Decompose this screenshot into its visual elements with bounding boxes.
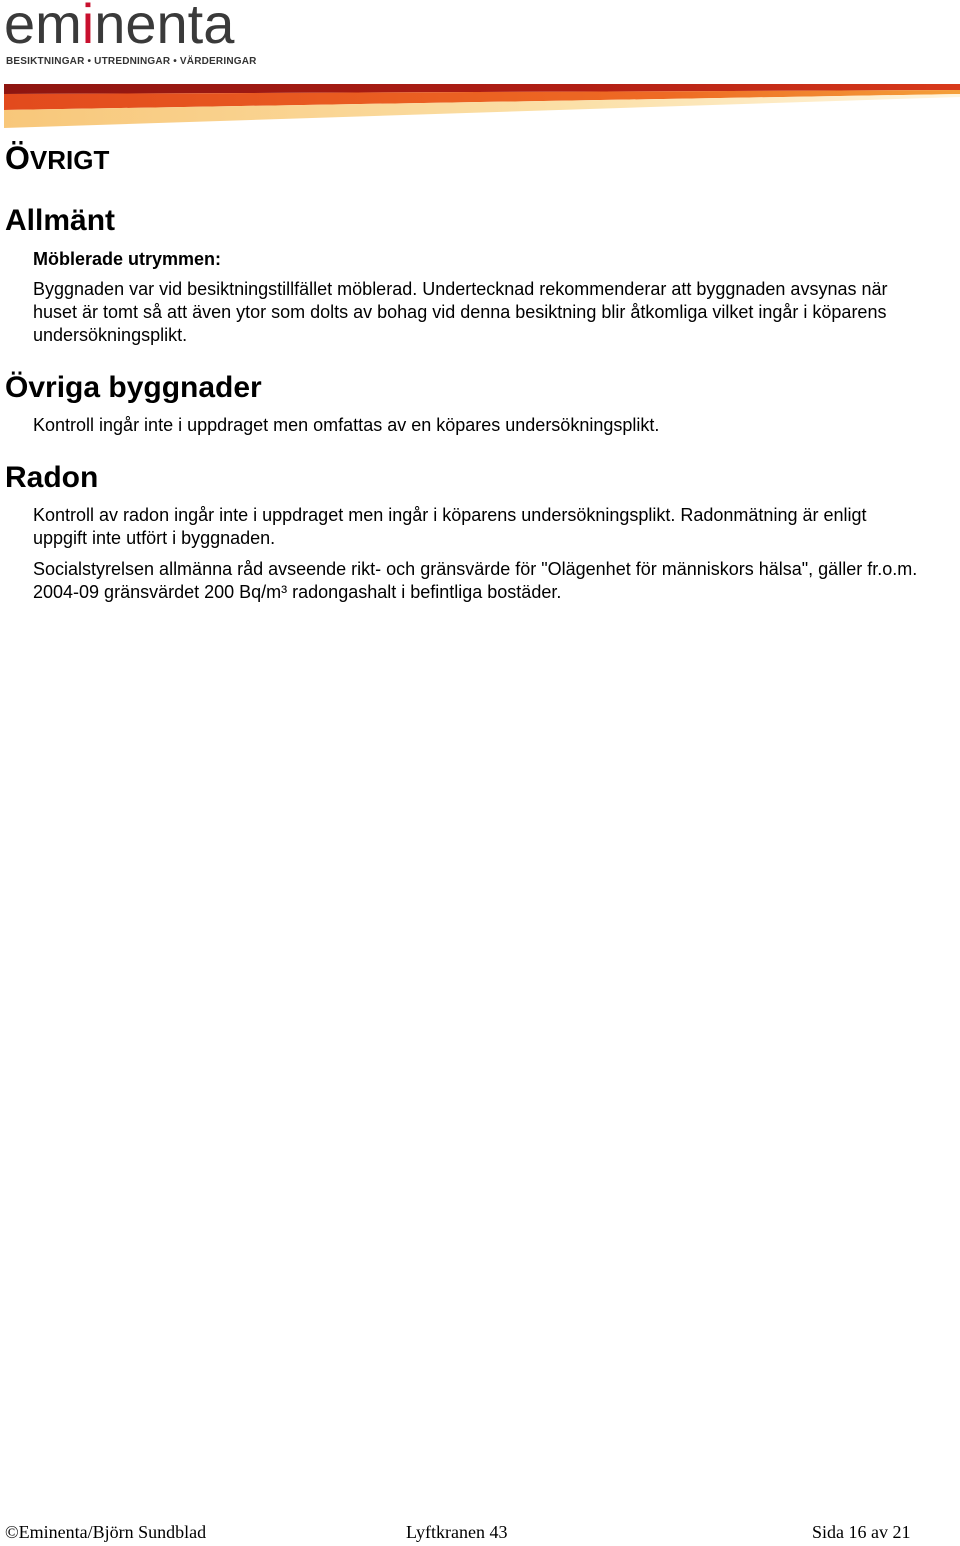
paragraph-allmant: Byggnaden var vid besiktningstillfället möblerad. Undertecknad rekommenderar att byggnaden avsynas när huset är tomt så att även ytor som dolts av bohag vid denna besiktning blir åtkomliga vilket ingår i köparens undersökningsplikt. (33, 279, 888, 345)
paragraph-radon-2: Socialstyrelsen allmänna råd avseende rikt- och gränsvärde för "Olägenhet för människors hälsa", gäller fr.o.m. 2004-09 gränsvärdet 200 Bq/m³ radongashalt i befintliga bostäder. (33, 559, 918, 602)
subheading-moblerade: Möblerade utrymmen: (33, 249, 222, 269)
paragraph-radon-1: Kontroll av radon ingår inte i uppdraget men ingår i köparens undersökningsplikt. Radonmätning är enligt uppgift inte utfört i byggnaden. (33, 505, 867, 548)
footer-property: Lyftkranen 43 (406, 1522, 508, 1542)
page-title-rest: VRIGT (29, 145, 110, 175)
logo-tagline: BESIKTNINGAR • UTREDNINGAR • VÄRDERINGAR (6, 56, 257, 67)
logo-word-part: nenta (94, 0, 235, 55)
logo-wordmark (4, 0, 234, 54)
section-heading-allmant: Allmänt (5, 204, 116, 237)
footer-author: ©Eminenta/Björn Sundblad (5, 1522, 207, 1542)
logo-word-highlight: i (81, 0, 95, 55)
paragraph-ovriga-byggnader: Kontroll ingår inte i uppdraget men omfattas av en köpares undersökningsplikt. (33, 415, 660, 435)
footer-page-number: Sida 16 av 21 (812, 1522, 911, 1542)
section-heading-ovriga-byggnader: Övriga byggnader (5, 371, 262, 404)
logo-word-part: em (4, 0, 82, 55)
page-title (5, 140, 109, 177)
header-decorative-band (4, 84, 960, 128)
section-heading-radon: Radon (5, 461, 99, 494)
page-title-initial: Ö (5, 140, 30, 176)
company-logo (4, 0, 257, 72)
